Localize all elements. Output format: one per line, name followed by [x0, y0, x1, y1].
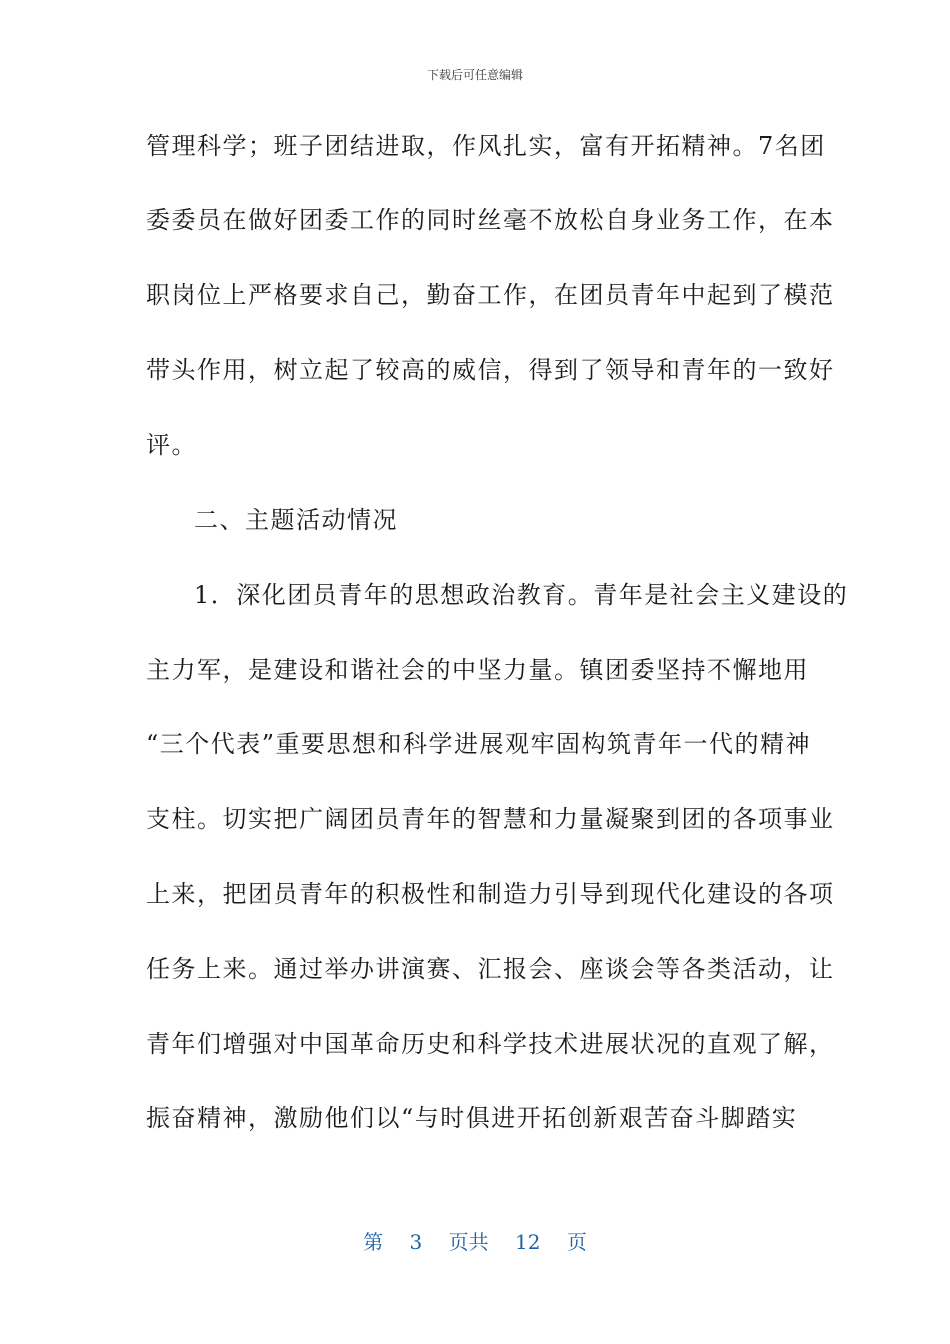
- footer-current-page: 3: [409, 1230, 423, 1254]
- text-line: 管理科学；班子团结进取，作风扎实，富有开拓精神。7名团: [146, 132, 826, 160]
- text-line: 振奋精神，激励他们以“与时俱进开拓创新艰苦奋斗脚踏实: [146, 1104, 798, 1132]
- text-line: “三个代表”重要思想和科学进展观牢固构筑青年一代的精神: [146, 730, 812, 758]
- page-footer: [0, 1226, 950, 1255]
- text-line: 职岗位上严格要求自己，勤奋工作，在团员青年中起到了模范: [146, 281, 835, 309]
- page-header: 下载后可任意编辑: [426, 68, 523, 82]
- footer-page-end: 页: [566, 1230, 587, 1254]
- text-line: 支柱。切实把广阔团员青年的智慧和力量凝聚到团的各项事业: [146, 805, 835, 833]
- text-line: 带头作用，树立起了较高的威信，得到了领导和青年的一致好: [146, 356, 835, 384]
- footer-total-pages: 12: [515, 1230, 541, 1254]
- text-line: 1．深化团员青年的思想政治教育。青年是社会主义建设的: [194, 581, 849, 609]
- section-heading: 二、主题活动情况: [194, 506, 398, 534]
- text-line: 评。: [146, 431, 197, 459]
- text-line: 委委员在做好团委工作的同时丝毫不放松自身业务工作，在本: [146, 206, 835, 234]
- text-line: 主力军，是建设和谐社会的中坚力量。镇团委坚持不懈地用: [146, 656, 809, 684]
- footer-page-word: 第: [363, 1230, 384, 1254]
- footer-page-suffix: 页共: [448, 1230, 489, 1254]
- text-line: 青年们增强对中国革命历史和科学技术进展状况的直观了解，: [146, 1030, 835, 1058]
- text-line: 上来，把团员青年的积极性和制造力引导到现代化建设的各项: [146, 880, 835, 908]
- text-line: 任务上来。通过举办讲演赛、汇报会、座谈会等各类活动，让: [146, 955, 835, 983]
